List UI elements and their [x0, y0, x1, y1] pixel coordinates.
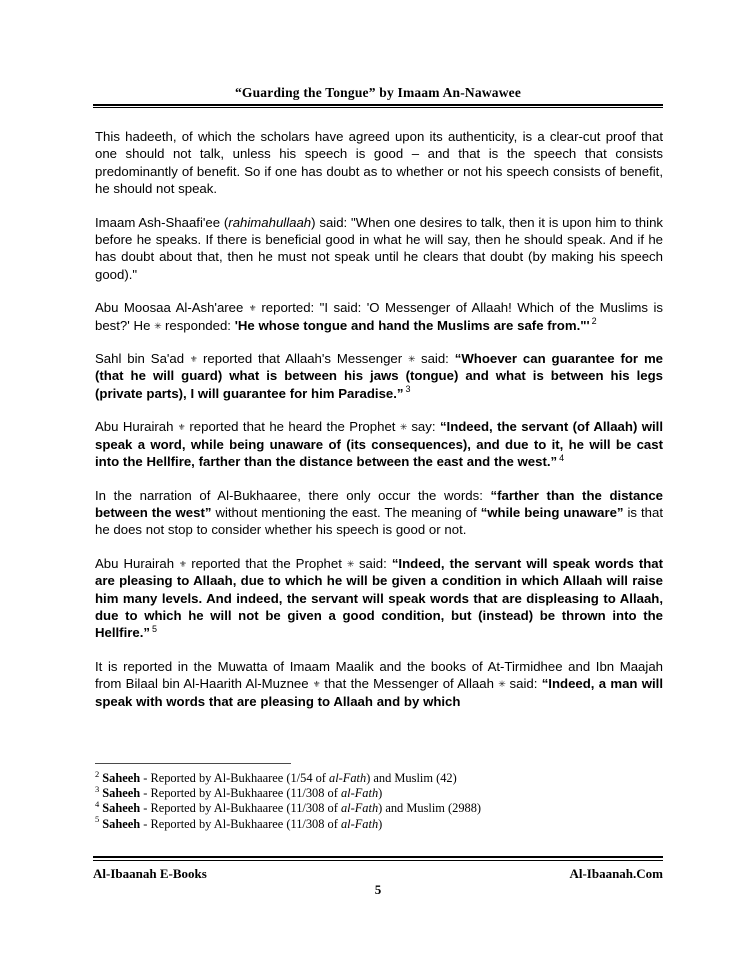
- footnote-reference[interactable]: 2: [591, 316, 597, 327]
- body-text: reported that he heard the Prophet: [184, 419, 400, 435]
- footnote-grading: Saheeh: [102, 786, 141, 801]
- footnote-item: [95, 814, 663, 832]
- body-text: responded:: [161, 317, 235, 333]
- emphasis-bold-text: “Whoever can guarantee for me (that he will guard) what is between his jaws (tongue) and what is between his legs (private parts), I will guarantee for him Paradise.”: [95, 351, 664, 401]
- body-text: said:: [415, 351, 455, 367]
- running-header: [93, 86, 663, 108]
- footnote-item: [95, 768, 663, 786]
- footnote-grading: Saheeh: [102, 816, 141, 831]
- footnote-item: [95, 786, 663, 801]
- para-abu-moosaa: [95, 299, 663, 334]
- body-text: Sahl bin Sa'ad: [95, 351, 191, 367]
- prophet-honorific-icon: ✳: [346, 559, 354, 570]
- para-abu-hurairah-word: [95, 418, 663, 470]
- companion-honorific-icon: ⚜: [190, 355, 198, 366]
- para-muwatta: [95, 658, 663, 710]
- footnote-marker: 2: [95, 768, 100, 779]
- body-text: said:: [505, 676, 542, 692]
- prophet-honorific-icon: ✳: [154, 321, 162, 332]
- footer-left-label: Al-Ibaanah E-Books: [93, 865, 207, 881]
- footnote-source-title: al-Fath: [329, 771, 367, 785]
- emphasis-bold-text: “farther than the distance between the west”: [95, 487, 664, 520]
- prophet-honorific-icon: ✳: [408, 355, 416, 366]
- footnote-text: ): [378, 816, 383, 831]
- footnote-reference[interactable]: 4: [559, 452, 565, 463]
- companion-honorific-icon: ⚜: [248, 304, 256, 315]
- body-text: say:: [406, 419, 440, 435]
- footnote-grading: Saheeh: [102, 801, 141, 816]
- footer-rule: [93, 856, 663, 861]
- header-title: “Guarding the Tongue” by Imaam An-Nawawee: [234, 85, 522, 100]
- body-text: This hadeeth, of which the scholars have agreed upon its authenticity, is a clear-cut proof that one should not talk, unless his speech is good – and that is the speech that consists predominantly of benefit. So if one has doubt as to whether or not his speech consists of benefit, he should not speak.: [95, 129, 663, 197]
- emphasis-bold-text: “Indeed, a man will speak with words that are pleasing to Allaah and by which: [95, 676, 664, 709]
- body-text: reported: "I said: 'O Messenger of Allaah! Which of the Muslims is best?' He: [95, 300, 663, 333]
- footnote-source-title: al-Fath: [340, 816, 379, 831]
- footnote-reference[interactable]: 5: [151, 623, 157, 634]
- para-bukhaaree-narration: [95, 487, 663, 539]
- para-hadeeth-authenticity: [95, 128, 663, 198]
- footnote-text: ): [378, 786, 383, 801]
- footnote-text: ) and Muslim (2988): [378, 801, 482, 816]
- footnotes-section: [95, 763, 663, 832]
- footnote-source-title: al-Fath: [340, 786, 379, 801]
- body-text: said:: [353, 555, 392, 571]
- header-rule: [93, 104, 663, 109]
- prophet-honorific-icon: ✳: [498, 680, 506, 691]
- body-text: Abu Hurairah: [95, 555, 180, 571]
- footnote-text: - Reported by Al-Bukhaaree (11/308 of: [140, 786, 341, 801]
- body-text: reported that Allaah's Messenger: [197, 351, 409, 367]
- footnote-reference[interactable]: 3: [405, 384, 411, 395]
- document-body: [95, 128, 663, 710]
- body-text: without mentioning the east. The meaning of: [211, 504, 481, 520]
- body-text: Imaam Ash-Shaafi'ee (: [95, 214, 229, 230]
- footnote-marker: 4: [95, 799, 100, 810]
- emphasis-bold-text: “Indeed, the servant will speak words that are pleasing to Allaah, due to which he will be given a condition in which Allaah will raise him many levels. And indeed, the servant will speak words that are displeasing to Allaah, due to which he will not be given a good condition, but (instead) be thrown into the Hellfire.”: [95, 555, 663, 641]
- footnote-text: ) and Muslim (42): [366, 771, 457, 785]
- body-text: is that he does not stop to consider whether his speech is good or not.: [95, 504, 664, 538]
- body-text: reported that the Prophet: [186, 555, 347, 571]
- prophet-honorific-icon: ✳: [399, 423, 407, 434]
- para-sahl-bin-saad: [95, 350, 663, 402]
- companion-honorific-icon: ⚜: [177, 423, 185, 434]
- body-text: In the narration of Al-Bukhaaree, there only occur the words:: [95, 487, 491, 503]
- body-text: Abu Hurairah: [95, 419, 178, 435]
- para-abu-hurairah-pleasing: [95, 555, 663, 642]
- companion-honorific-icon: ⚜: [312, 680, 320, 691]
- page-number: 5: [374, 881, 382, 897]
- emphasis-italic-text: rahimahullaah: [228, 214, 312, 230]
- footnote-text: - Reported by Al-Bukhaaree (1/54 of: [140, 771, 330, 785]
- body-text: ) said: "When one desires to talk, then it is upon him to think before he speaks. If there is beneficial good in what he will say, then he should speak. And if he has doubt about that, then he must not speak until he clears that doubt (by making his speech good).": [95, 214, 663, 282]
- footnote-marker: 5: [95, 814, 100, 825]
- companion-honorific-icon: ⚜: [179, 559, 187, 570]
- footnote-source-title: al-Fath: [340, 801, 379, 816]
- body-text: It is reported in the Muwatta of Imaam Maalik and the books of At-Tirmidhee and Ibn Maajah from Bilaal bin Al-Haarith Al-Muznee: [95, 658, 663, 692]
- footnote-marker: 3: [95, 784, 100, 795]
- footnote-text: - Reported by Al-Bukhaaree (11/308 of: [140, 816, 341, 831]
- footnote-grading: Saheeh: [102, 771, 141, 785]
- body-text: that the Messenger of Allaah: [320, 676, 499, 692]
- emphasis-bold-text: “Indeed, the servant (of Allaah) will speak a word, while being unaware of (its consequences), and due to it, he will be cast into the Hellfire, farther than the distance between the east and the west.”: [95, 419, 663, 470]
- footnote-text: - Reported by Al-Bukhaaree (11/308 of: [140, 801, 341, 816]
- para-imaam-ash-shaafiee: [95, 214, 663, 284]
- emphasis-bold-text: “while being unaware”: [480, 504, 624, 520]
- emphasis-bold-text: 'He whose tongue and hand the Muslims are safe from."': [234, 317, 590, 333]
- body-text: Abu Moosaa Al-Ash'aree: [95, 300, 249, 316]
- footer-right-label: Al-Ibaanah.Com: [569, 865, 663, 881]
- footnote-item: [95, 801, 663, 816]
- running-footer: [93, 856, 663, 897]
- footnote-separator-rule: [95, 763, 291, 764]
